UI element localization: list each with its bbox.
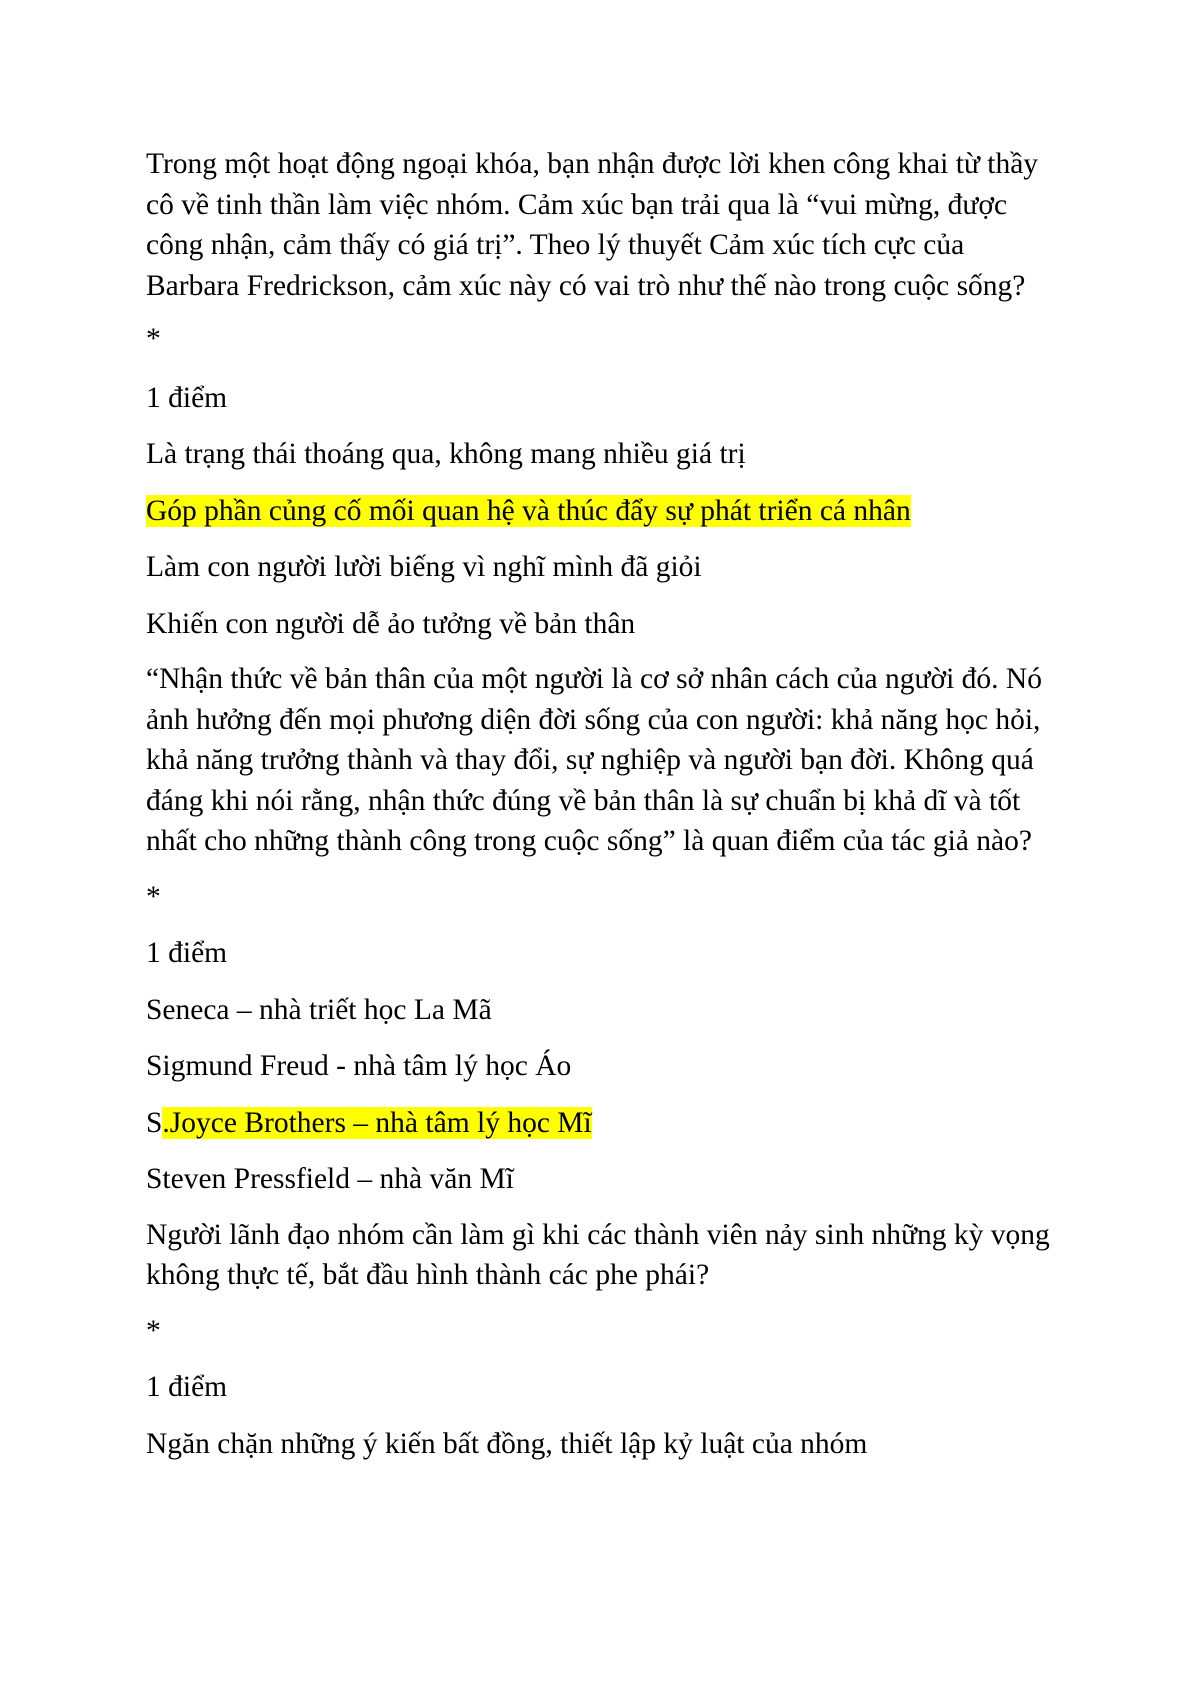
- question-text: Người lãnh đạo nhóm cần làm gì khi các thành viên nảy sinh những kỳ vọng không thực tế, bắt đầu hình thành các phe phái?: [146, 1218, 1050, 1291]
- option-prefix: S: [146, 1106, 163, 1139]
- question-block-2: [146, 659, 1058, 1200]
- option-3-highlighted: [146, 1103, 1058, 1144]
- option-4: Khiến con người dễ ảo tưởng về bản thân: [146, 607, 636, 640]
- points-label: 1 điểm: [146, 1371, 228, 1403]
- option-2-highlighted: [146, 491, 1058, 532]
- required-mark: *: [146, 880, 161, 913]
- question-text: Trong một hoạt động ngoại khóa, bạn nhận được lời khen công khai từ thầy cô về tinh thần làm việc nhóm. Cảm xúc bạn trải qua là “vui mừng, được công nhận, cảm thấy có giá trị”. Theo lý thuyết Cảm xúc tích cực của Barbara Fredrickson, cảm xúc này có vai trò như thế nào trong cuộc sống?: [146, 148, 1039, 302]
- option-2: Sigmund Freud - nhà tâm lý học Áo: [146, 1050, 572, 1082]
- question-block-3: [146, 1215, 1058, 1465]
- required-mark: *: [146, 323, 161, 355]
- option-3: Làm con người lười biếng vì nghĩ mình đã giỏi: [146, 551, 702, 583]
- highlighted-answer: .Joyce Brothers – nhà tâm lý học Mĩ: [162, 1106, 592, 1139]
- question-block-1: [146, 144, 1058, 644]
- option-1: Seneca – nhà triết học La Mã: [146, 993, 492, 1026]
- option-1: Ngăn chặn những ý kiến bất đồng, thiết lập kỷ luật của nhóm: [146, 1427, 868, 1460]
- required-mark: *: [146, 1314, 161, 1347]
- option-4: Steven Pressfield – nhà văn Mĩ: [146, 1163, 514, 1195]
- option-1: Là trạng thái thoáng qua, không mang nhiều giá trị: [146, 438, 746, 470]
- points-label: 1 điểm: [146, 381, 228, 414]
- question-text: “Nhận thức về bản thân của một người là cơ sở nhân cách của người đó. Nó ảnh hưởng đến mọi phương diện đời sống của con người: khả năng học hỏi, khả năng trưởng thành và thay đổi, sự nghiệp và người bạn đời. Không quá đáng khi nói rằng, nhận thức đúng về bản thân là sự chuẩn bị khả dĩ và tốt nhất cho những thành công trong cuộc sống” là quan điểm của tác giả nào?: [146, 663, 1042, 857]
- points-label: 1 điểm: [146, 937, 228, 969]
- highlighted-answer: Góp phần củng cố mối quan hệ và thúc đẩy sự phát triển cá nhân: [146, 494, 911, 527]
